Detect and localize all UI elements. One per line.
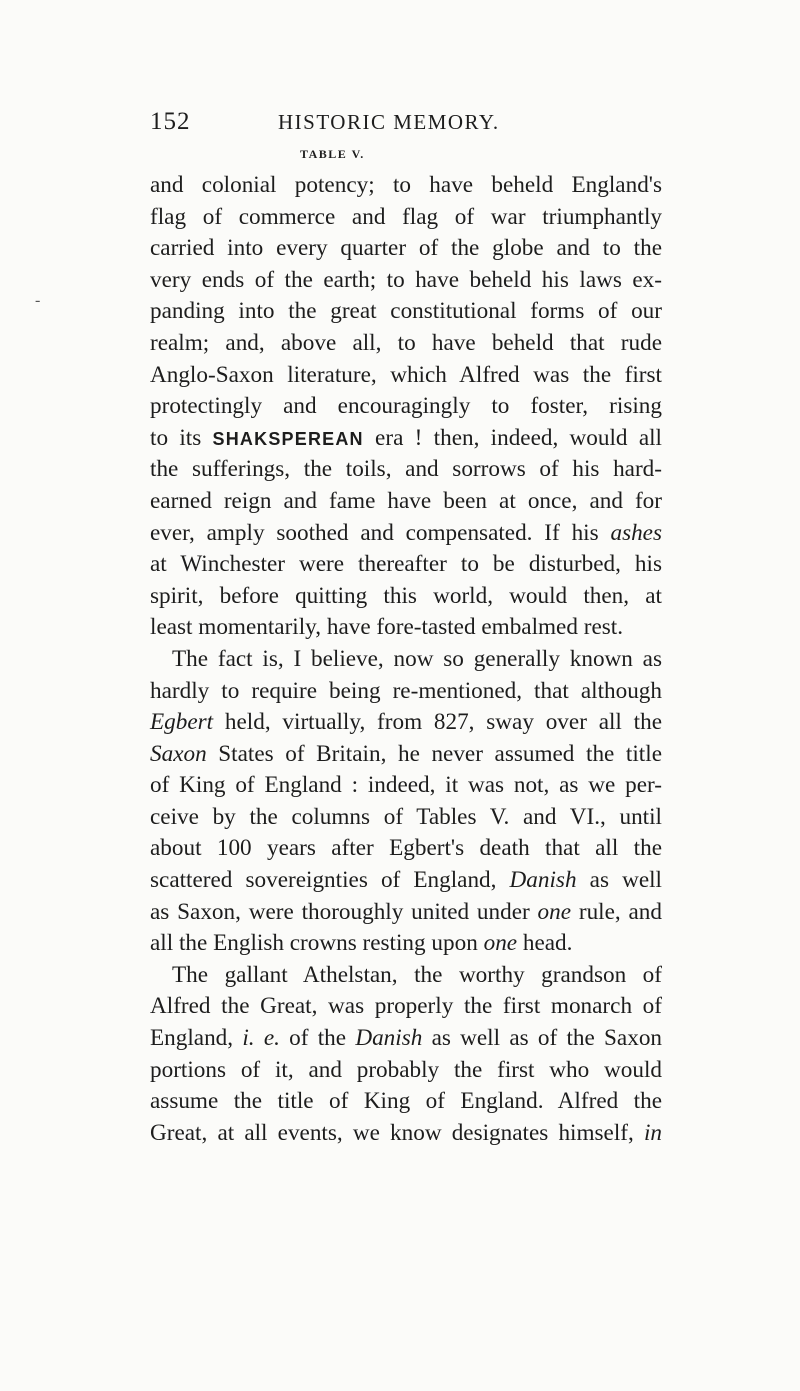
text-line: The gallant Athelstan, the worthy grandson of: [172, 961, 662, 988]
italic-text: Egbert: [150, 709, 214, 736]
italic-text: in: [643, 1119, 662, 1146]
text-line: at Winchester were thereafter to be disturbed, his: [150, 551, 662, 578]
italic-text: Saxon: [150, 740, 207, 767]
text-run: Great, at all events, we know designates himself,: [150, 1119, 644, 1146]
text-line: panding into the great constitutional forms of our: [150, 298, 662, 325]
text-line: hardly to require being re-mentioned, that although: [150, 677, 662, 704]
text-line: earned reign and fame have been at once, and for: [150, 487, 662, 514]
text-line: the sufferings, the toils, and sorrows of his hard-: [150, 456, 662, 483]
text-line: [150, 1023, 662, 1055]
text-line: and colonial potency; to have beheld England's: [150, 172, 662, 198]
text-line: protectingly and encouragingly to foster, rising: [150, 393, 662, 420]
text-run: rule, and: [571, 898, 662, 925]
text-line: [150, 739, 662, 771]
text-line: [150, 928, 662, 960]
text-line: [150, 865, 662, 897]
page-number: 152: [150, 108, 191, 135]
text-run: as Saxon, were thoroughly united under: [150, 898, 538, 925]
text-line: of King of England : indeed, it was not, as we per-: [150, 772, 662, 799]
margin-mark: -: [35, 292, 41, 309]
text-line: about 100 years after Egbert's death that all the: [150, 835, 662, 862]
italic-text: one: [483, 930, 518, 957]
text-run: head.: [517, 930, 573, 957]
text-line: [150, 1118, 662, 1150]
italic-text: i. e.: [242, 1025, 280, 1052]
italic-text: ashes: [610, 519, 662, 546]
text-line: [150, 518, 662, 550]
text-line: The fact is, I believe, now so generally known as: [172, 645, 662, 672]
running-head: HISTORIC MEMORY.: [278, 110, 500, 134]
text-line: very ends of the earth; to have beheld his laws ex-: [150, 266, 662, 293]
text-line: [150, 423, 662, 455]
text-line: realm; and, above all, to have beheld that rude: [150, 329, 662, 356]
text-run: to its: [150, 424, 213, 451]
text-run: of the: [279, 1025, 356, 1052]
text-run: States of Britain, he never assumed the title: [206, 740, 662, 767]
text-line: flag of commerce and flag of war triumphantly: [150, 203, 662, 230]
text-run: scattered sovereignties of England,: [150, 867, 510, 894]
italic-text: one: [537, 898, 572, 925]
text-line: [150, 707, 662, 739]
text-line: ceive by the columns of Tables V. and VI., until: [150, 803, 662, 830]
text-run: ever, amply soothed and compensated. If his: [150, 519, 611, 546]
text-line: Alfred the Great, was properly the first monarch of: [150, 993, 662, 1020]
text-run: England,: [150, 1025, 243, 1052]
italic-text: Danish: [355, 1025, 423, 1052]
text-run: as well as of the Saxon: [422, 1025, 663, 1052]
text-line: assume the title of King of England. Alfred the: [150, 1088, 662, 1115]
italic-text: Danish: [509, 867, 577, 894]
small-caps-text: SHAKSPEREAN: [212, 428, 364, 449]
text-line: [150, 897, 662, 929]
text-line: Anglo-Saxon literature, which Alfred was the first: [150, 361, 662, 388]
text-line: carried into every quarter of the globe and to the: [150, 235, 662, 262]
text-run: as well: [576, 867, 662, 894]
text-line: spirit, before quitting this world, would then, at: [150, 582, 662, 609]
body-text: [150, 170, 662, 1149]
page-header: [150, 108, 660, 142]
table-label: TABLE V.: [300, 147, 365, 161]
text-run: held, virtually, from 827, sway over all the: [213, 709, 662, 736]
text-run: era ! then, indeed, would all: [363, 424, 662, 451]
text-line: portions of it, and probably the first who would: [150, 1056, 662, 1083]
text-line: least momentarily, have fore-tasted embalmed rest.: [150, 614, 624, 641]
text-run: all the English crowns resting upon: [150, 930, 484, 957]
